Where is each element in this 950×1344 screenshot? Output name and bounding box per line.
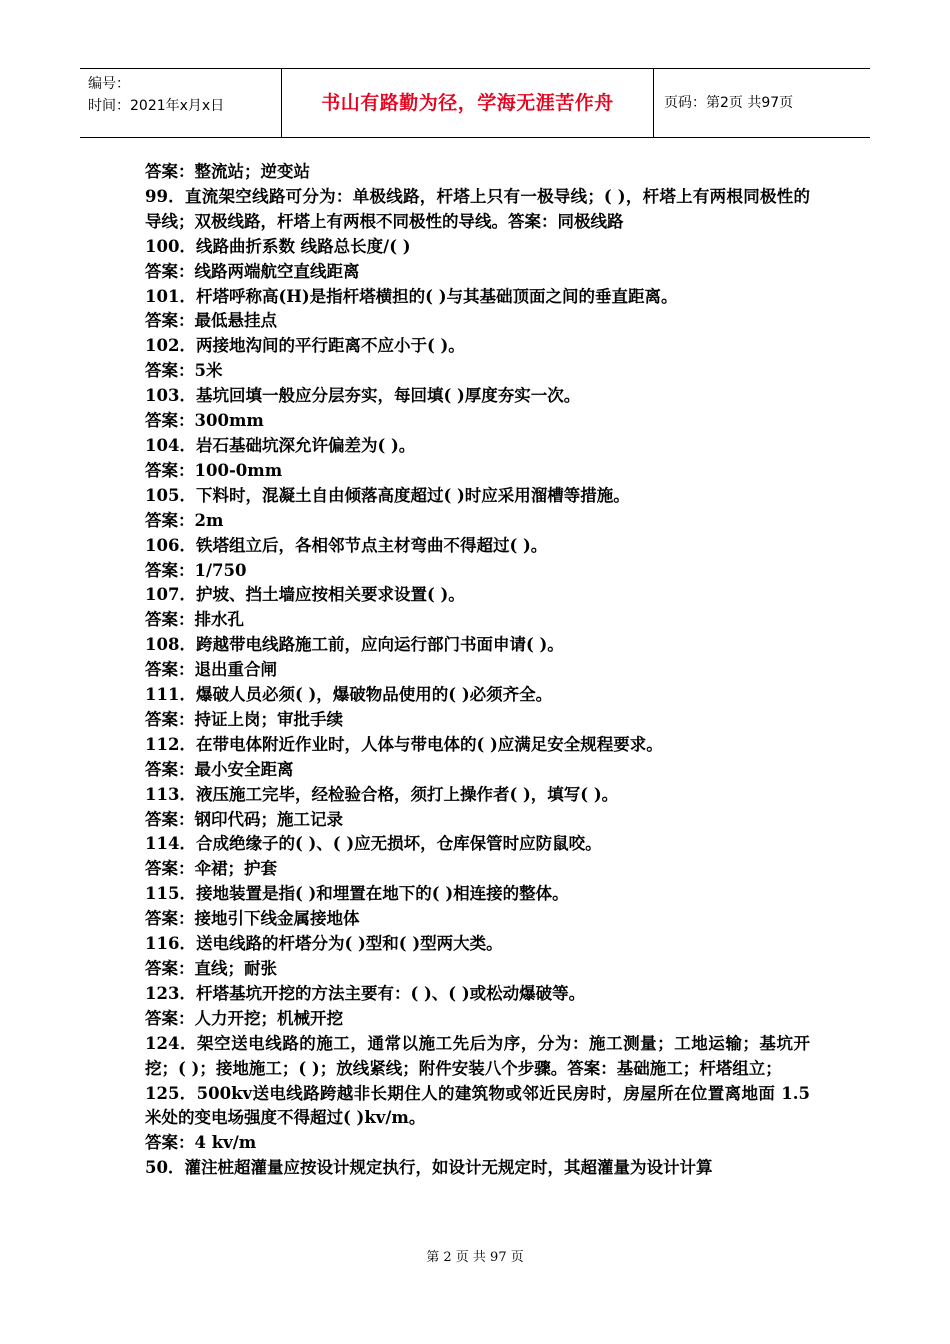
question-line: 102．两接地沟间的平行距离不应小于( )。 (145, 336, 465, 356)
answer-line: 答案：直线；耐张 (145, 959, 277, 978)
text-line: 答案：整流站；逆变站 (145, 162, 310, 181)
answer-line: 答案：最低悬挂点 (145, 311, 277, 331)
question-line: 100．线路曲折系数 线路总长度/( ) (145, 236, 411, 256)
document-body (145, 160, 810, 1181)
answer-line: 答案：最小安全距离 (145, 759, 294, 779)
question-line: 123．杆塔基坑开挖的方法主要有：( )、( )或松动爆破等。 (145, 983, 586, 1003)
question-line: 105．下料时，混凝土自由倾落高度超过( )时应采用溜槽等措施。 (145, 485, 630, 505)
answer-line: 答案：300mm (145, 411, 264, 431)
question-line: 124．架空送电线路的施工，通常以施工先后为序，分为：施工测量；工地运输；基坑开挖；( )；接地施工；( )；放线紧线；附件安装八个步骤。答案：基础施工；杆塔组立； (145, 1033, 810, 1078)
answer-line: 答案：接地引下线金属接地体 (145, 909, 360, 929)
document-time-label: 时间：2021年x月x日 (88, 98, 225, 114)
answer-line: 答案：退出重合闸 (145, 660, 277, 680)
document-code-label: 编号： (88, 76, 130, 92)
question-line: 99．直流架空线路可分为：单极线路，杆塔上只有一极导线；( )，杆塔上有两根同极性的导线；双极线路，杆塔上有两根不同极性的导线。答案：同极线路 (145, 186, 810, 231)
question-line: 112．在带电体附近作业时，人体与带电体的( )应满足安全规程要求。 (145, 734, 663, 754)
question-line: 113．液压施工完毕，经检验合格，须打上操作者( )，填写( )。 (145, 784, 619, 804)
answer-line: 答案：1/750 (145, 560, 247, 580)
answer-line: 答案：2m (145, 510, 224, 530)
question-line: 114．合成绝缘子的( )、( )应无损坏，仓库保管时应防鼠咬。 (145, 834, 602, 854)
question-line: 104．岩石基础坑深允许偏差为( )。 (145, 435, 416, 455)
question-line: 125．500kv送电线路跨越非长期住人的建筑物或邻近民房时，房屋所在位置离地面 1.5米处的变电场强度不得超过( )kv/m。 (145, 1083, 810, 1128)
answer-line: 答案：100-0mm (145, 460, 283, 480)
question-line: 106．铁塔组立后，各相邻节点主材弯曲不得超过( )。 (145, 535, 548, 555)
question-line: 108．跨越带电线路施工前，应向运行部门书面申请( )。 (145, 635, 564, 655)
page-footer: 第 2 页 共 97 页 (426, 1250, 524, 1265)
question-line: 116．送电线路的杆塔分为( )型和( )型两大类。 (145, 934, 503, 954)
answer-line: 答案：人力开挖；机械开挖 (145, 1008, 343, 1028)
header-page-info: 页码：第2页 共97页 (664, 95, 794, 111)
question-line: 101．杆塔呼称高(H)是指杆塔横担的( )与其基础顶面之间的垂直距离。 (145, 286, 678, 306)
header-meta (80, 69, 282, 137)
question-line: 50．灌注桩超灌量应按设计规定执行，如设计无规定时，其超灌量为设计计算 (145, 1158, 713, 1178)
header-motto: 书山有路勤为径，学海无涯苦作舟 (282, 69, 654, 137)
answer-line: 答案：持证上岗；审批手续 (145, 709, 343, 729)
page-header (80, 68, 870, 138)
answer-line: 答案：伞裙；护套 (145, 859, 277, 879)
answer-line: 答案：线路两端航空直线距离 (145, 261, 360, 281)
question-line: 115．接地装置是指( )和埋置在地下的( )相连接的整体。 (145, 884, 569, 904)
question-line: 111．爆破人员必须( )，爆破物品使用的( )必须齐全。 (145, 685, 553, 705)
answer-line: 答案：4 kv/m (145, 1133, 257, 1153)
answer-line: 答案：排水孔 (145, 610, 244, 630)
answer-line: 答案：5米 (145, 361, 223, 381)
question-line: 103．基坑回填一般应分层夯实，每回填( )厚度夯实一次。 (145, 386, 581, 406)
answer-line: 答案：钢印代码；施工记录 (145, 809, 343, 829)
question-line: 107．护坡、挡土墙应按相关要求设置( )。 (145, 585, 465, 605)
